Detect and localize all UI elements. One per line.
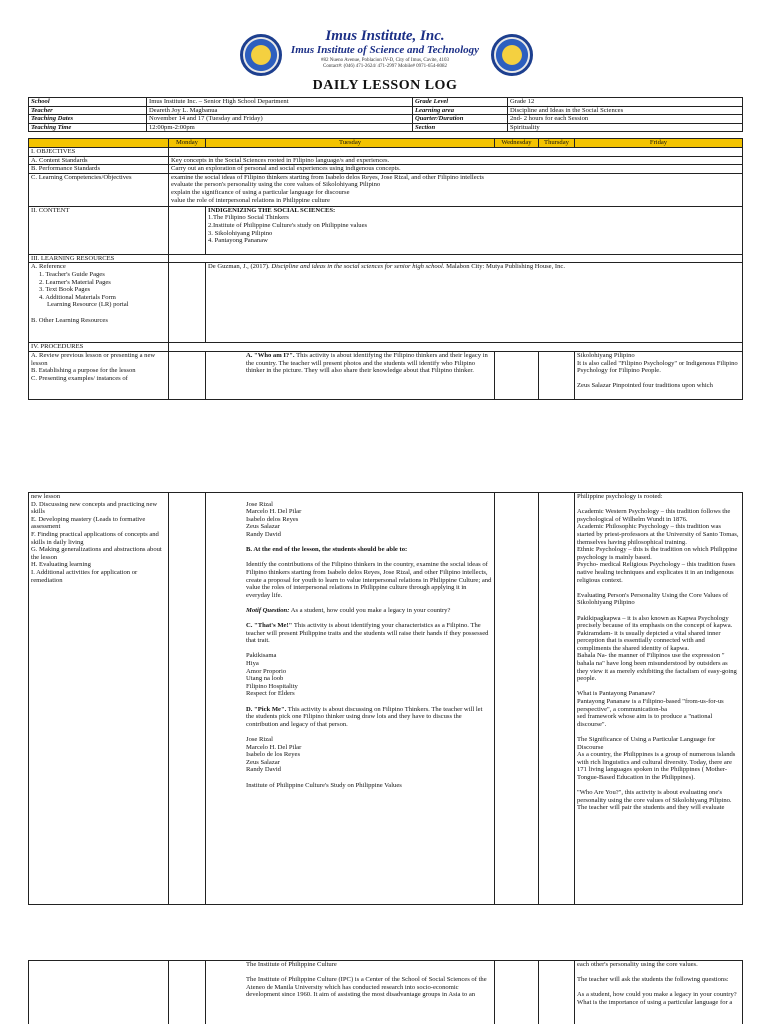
- activity-text: This activity is about identifying your characteristics as a Filipino. The teacher will present Philippine traits and the students will raise their hands if they possessed that trait.: [246, 622, 489, 645]
- section-title: III. LEARNING RESOURCES: [29, 254, 169, 263]
- friday-cell: Sikolohiyang Pilipino It is also called "Filipino Psychology" or Indigenous Filipino Psychology for Filipino People. Zeus Salazar Pinpointed four traditions upon which: [575, 351, 743, 399]
- info-value: 2nd- 2 hours for each Session: [508, 115, 743, 124]
- objective-text: Identify the contributions of the Filipino thinkers in the country, examine the social ideas of Filipino thinkers starting from Isabelo delos Reyes, Jose Rizal, and other Filipino intellects, create a proposal for youth to learn to value interpersonal relations in Philippine Culture; and value the roles of interpersonal relations in Philippine culture through applying it in everyday life.: [246, 561, 492, 599]
- info-label: Teaching Dates: [29, 115, 147, 124]
- empty-cell: [169, 343, 743, 352]
- content-item: 3. Sikolohiyang Pilipino: [208, 229, 273, 237]
- resource-item: 3. Text Book Pages: [39, 286, 91, 294]
- info-label: Section: [413, 123, 508, 132]
- activity-title: A. "Who am I?".: [246, 351, 295, 359]
- competencies-cell: [169, 173, 743, 206]
- empty-cell: [169, 263, 206, 343]
- row-label: A. Content Standards: [29, 156, 169, 165]
- document-title: DAILY LESSON LOG: [312, 78, 458, 93]
- info-value: Imus Institute Inc. – Senior High School Department: [147, 98, 413, 107]
- section-row: [29, 147, 743, 156]
- wednesday-cell: [495, 493, 539, 905]
- table-row: [29, 165, 743, 174]
- info-label: Quarter/Duration: [413, 115, 508, 124]
- section-title: II. CONTENT: [29, 206, 169, 254]
- activity-text: This activity is about identifying the Filipino thinkers and their legacy in the country. The teacher will present photos and the students will identify who Filipino thinker in the picture. They will also share their knowledge about that Filipino thinker.: [246, 351, 488, 375]
- institute-subtitle: Imus Institute of Science and Technology: [290, 44, 480, 56]
- thursday-cell: [539, 961, 575, 1024]
- info-value: Spirituality: [508, 123, 743, 132]
- friday-cell: Philippine psychology is rooted: Academic Western Psychology – this tradition follows the psychological of Wilhelm Wundt in 1876. Academic Philosophic Psychology – this tradition was started by priest-professors at the University of Santo Tomas, themselves having philosophical training. Ethnic Psychology – this is the tradition on which Philippine psychology is mainly based. Psycho- medical Religious Psychology – this tradition fuses native healing techniques and explicates it in an indigenous religious context. Evaluating Person's Personality Using the Core Values of Sikolohiyang Pilipino Pakikipagkapwa – it is also known as Kapwa Psychology precisely because of its emphasis on the concept of kapwa. Pakiramdam- it is usually depicted a vital shared inner perception that is essentially connected with and compliments the shared identity of kapwa. Bahala Na- the manner of Filipinos use the expression " bahala na" have long been misunderstood by outsiders as they view it as merely exhibiting the factalism of easy-going people. What is Pantayong Pananaw? Pantayong Pananaw is a Filipino-based "from-us-for-us perspective", a communication-ba sed framework whose aim is to produce a "national discourse". The Significance of Using a Particular Language for Discourse As a country, the Philippines is a group of numerous islands with rich linguistics and cultural diversity. Today, there are 171 living languages spoken in the Philippines ( Mother-Tongue-Based Education in the Philippines). "Who Are You?", this activity is about evaluating one's personality using the core values of Sikolohiyang Pilipino. The teacher will pair the students and they will evaluate: [575, 493, 743, 905]
- motif-question: As a student, how could you make a legacy in your country?: [289, 606, 451, 614]
- info-label: Learning area: [413, 106, 508, 115]
- monday-cell: [169, 351, 206, 399]
- institute-name: Imus Institute, Inc.: [325, 28, 445, 44]
- info-row: [29, 123, 743, 132]
- table-row: [29, 173, 743, 206]
- info-label: School: [29, 98, 147, 107]
- info-row: [29, 106, 743, 115]
- competency-item: explain the significance of using a particular language for discourse: [171, 188, 350, 196]
- content-item: 4. Pantayong Pananaw: [208, 237, 268, 245]
- letterhead: [28, 22, 742, 94]
- info-row: [29, 115, 743, 124]
- wednesday-cell: [495, 961, 539, 1024]
- traits-list: Pakikisama Hiya Amor Proporio Utang na loob Filipino Hospitality Respect for Elders: [246, 652, 298, 698]
- thursday-cell: [539, 351, 575, 399]
- section-row: [29, 254, 743, 263]
- days-header-row: [29, 139, 743, 148]
- reference-cell: [206, 263, 743, 343]
- resource-item: 1. Teacher's Guide Pages: [39, 270, 105, 278]
- lesson-table-continued: [28, 960, 743, 1024]
- empty-cell: [169, 147, 743, 156]
- friday-cell: each other's personality using the core values. The teacher will ask the students the following questions: As a student, how could you make a legacy in your country? What is the importance of using a particular language for a: [575, 961, 743, 1024]
- activity-text: This activity is about discussing on Filipino Thinkers. The teacher will let the students pick one Filipino thinker using draw lots and they have to discuss the contribution and legacy of that person.: [246, 705, 483, 728]
- table-row: [29, 961, 743, 1024]
- content-item: 2.Institute of Philippine Culture's study on Philippine values: [208, 221, 368, 229]
- resource-item: 2. Learner's Material Pages: [39, 278, 111, 286]
- thinkers-list: Jose Rizal Marcelo H. Del Pilar Isabelo de los Reyes Zeus Salazar Randy David: [246, 736, 302, 774]
- day-thursday: Thursday: [539, 139, 575, 148]
- competency-item: value the role of interpersonal relations in Philippine culture: [171, 196, 330, 204]
- monday-cell: [169, 961, 206, 1024]
- objective-heading: B. At the end of the lesson, the students should be able to:: [246, 546, 408, 554]
- reference-title: Discipline and ideas in the social sciences for senior high school.: [271, 263, 445, 271]
- tuesday-cell: The Institute of Philippine Culture The Institute of Philippine Culture (IPC) is a Center of the School of Social Sciences of the Ateneo de Manila University which has conducted research into socio-economic development since 1960. It aim of assisting the most disadvantage groups in Asia to an: [206, 961, 495, 1024]
- info-value: 12:00pm-2:00pm: [147, 123, 413, 132]
- info-label: Teaching Time: [29, 123, 147, 132]
- day-friday: Friday: [575, 139, 743, 148]
- info-value: Grade 12: [508, 98, 743, 107]
- lesson-table: [28, 138, 743, 400]
- lesson-table-continued: [28, 492, 743, 905]
- info-row: [29, 98, 743, 107]
- row-value: Carry out an exploration of personal and social experiences using indigenous concepts.: [169, 165, 743, 174]
- section-title: IV. PROCEDURES: [29, 343, 169, 352]
- info-table: [28, 97, 743, 132]
- empty-cell: [169, 206, 206, 254]
- resources-labels: [29, 263, 169, 343]
- resource-item: Learning Resource (LR) portal: [47, 301, 129, 309]
- procedure-labels: A. Review previous lesson or presenting a new lesson B. Establishing a purpose for the lesson C. Presenting examples/ instances of: [29, 351, 169, 399]
- table-row: [29, 351, 743, 399]
- row-value: Key concepts in the Social Sciences rooted in Filipino language/s and experiences.: [169, 156, 743, 165]
- reference-publisher: Malabon City: Mutya Publishing House, Inc.: [446, 263, 565, 271]
- resource-item: 4. Additional Materials Form: [39, 293, 116, 301]
- activity-title: D. "Pick Me".: [246, 705, 287, 713]
- table-row: [29, 206, 743, 254]
- day-wednesday: Wednesday: [495, 139, 539, 148]
- info-value: November 14 and 17 (Tuesday and Friday): [147, 115, 413, 124]
- row-label: A. Reference: [31, 263, 66, 271]
- tuesday-cell: [206, 351, 495, 399]
- content-cell: [206, 206, 743, 254]
- row-label: B. Performance Standards: [29, 165, 169, 174]
- institute-contact: Contact#: (046) 471-2624/ 471-2997 Mobile# 0971-654-8082: [322, 64, 447, 69]
- row-label: C. Learning Competencies/Objectives: [29, 173, 169, 206]
- ipc-heading: Institute of Philippine Culture's Study on Philippine Values: [246, 781, 402, 789]
- institute-address: #82 Nueno Avenue, Poblacion IV-D, City of Imus, Cavite, 4103: [321, 58, 449, 63]
- thursday-cell: [539, 493, 575, 905]
- corner-cell: [29, 139, 169, 148]
- section-title: I. OBJECTIVES: [29, 147, 169, 156]
- info-label: Grade Level: [413, 98, 508, 107]
- info-label: Teacher: [29, 106, 147, 115]
- day-tuesday: Tuesday: [206, 139, 495, 148]
- info-value: Discipline and Ideas in the Social Sciences: [508, 106, 743, 115]
- thinkers-list: Jose Rizal Marcelo H. Del Pilar Isabelo delos Reyes Zeus Salazar Randy David: [246, 500, 302, 538]
- wednesday-cell: [495, 351, 539, 399]
- page-2: [28, 492, 742, 904]
- table-row: [29, 263, 743, 343]
- activity-title: C. "That's Me!": [246, 622, 293, 630]
- tuesday-cell: [206, 493, 495, 905]
- content-item: 1.The Filipino Social Thinkers: [208, 214, 289, 222]
- section-row: [29, 343, 743, 352]
- reference-author: De Guzman, J., (2017).: [208, 263, 270, 271]
- monday-cell: [169, 493, 206, 905]
- table-row: [29, 493, 743, 905]
- page-3: [28, 960, 742, 1024]
- procedure-labels: [29, 961, 169, 1024]
- motif-label: Motif Question:: [246, 606, 290, 614]
- day-monday: Monday: [169, 139, 206, 148]
- competency-item: examine the social ideas of Filipino thinkers starting from Isabelo delos Reyes, Jose Rizal, and other Filipino intellects: [171, 173, 484, 181]
- procedure-labels: new lesson D. Discussing new concepts and practicing new skills E. Developing mastery (Leads to formative assessment F. Finding practical applications of concepts and skills in daily living G. Making generalizations and abstractions about the lesson H. Evaluating learning I. Additional activities for application or remediation: [29, 493, 169, 905]
- page-1: [28, 22, 742, 434]
- table-row: [29, 156, 743, 165]
- info-value: Deareth Joy L. Magbanua: [147, 106, 413, 115]
- competency-item: evaluate the person's personality using the core values of Sikolohiyang Pilipino: [171, 181, 381, 189]
- content-heading: INDIGENIZING THE SOCIAL SCIENCES:: [208, 206, 336, 214]
- empty-cell: [169, 254, 743, 263]
- row-label: B. Other Learning Resources: [31, 316, 108, 324]
